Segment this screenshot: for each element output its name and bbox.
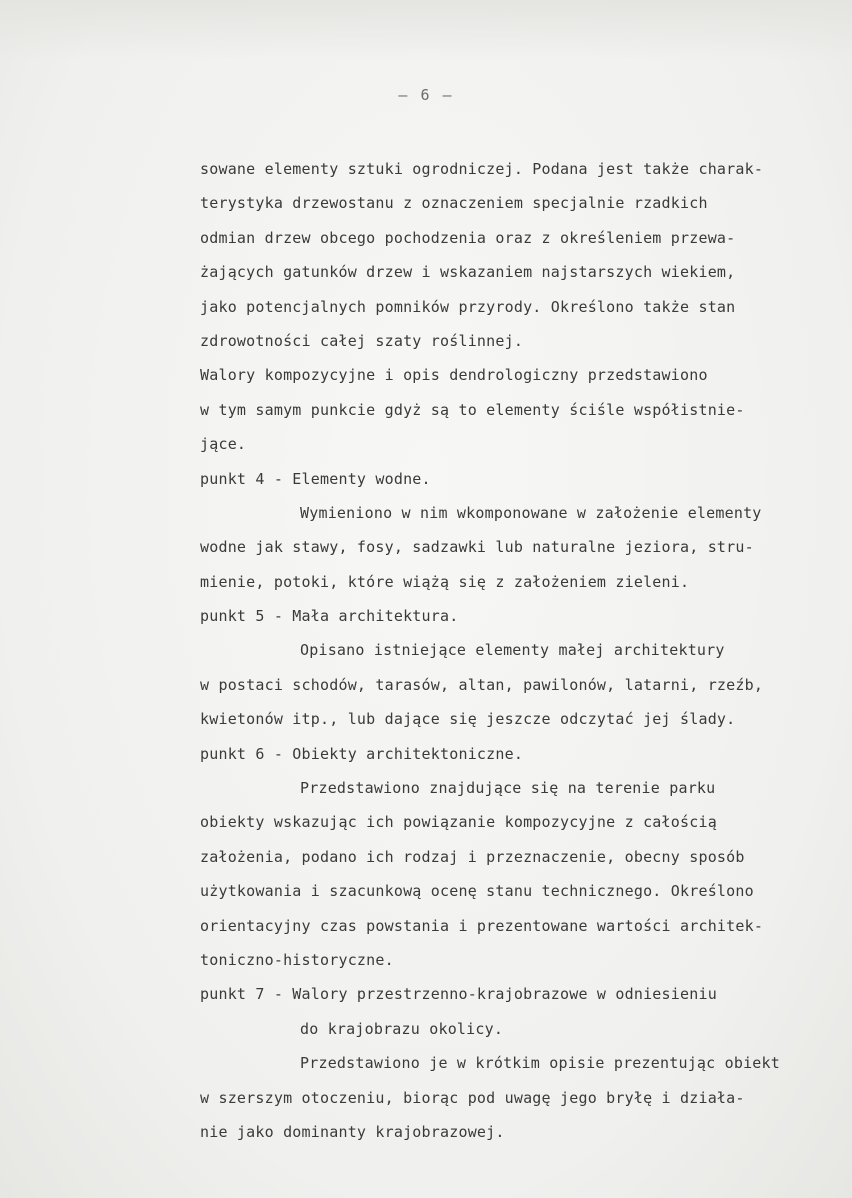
text-line: punkt 5 - Mała architektura. [200, 607, 459, 626]
text-line: użytkowania i szacunkową ocenę stanu technicznego. Określono [200, 882, 754, 901]
text-line: założenia, podano ich rodzaj i przeznaczenie, obecny sposób [200, 847, 745, 866]
text-line: jako potencjalnych pomników przyrody. Określono także stan [200, 297, 736, 316]
text-line: mienie, potoki, które wiążą się z założeniem zieleni. [200, 572, 690, 591]
text-line: terystyka drzewostanu z oznaczeniem specjalnie rzadkich [200, 194, 708, 213]
page-number: – 6 – [398, 86, 454, 104]
text-line: obiekty wskazując ich powiązanie kompozycyjne z całością [200, 813, 717, 832]
text-line: w szerszym otoczeniu, biorąc pod uwagę jego bryłę i działa- [200, 1088, 745, 1107]
text-line: orientacyjny czas powstania i prezentowane wartości architek- [200, 916, 764, 935]
text-line: nie jako dominanty krajobrazowej. [200, 1122, 505, 1141]
text-line: odmian drzew obcego pochodzenia oraz z określeniem przewa- [200, 228, 736, 247]
text-line: żających gatunków drzew i wskazaniem najstarszych wiekiem, [200, 263, 736, 282]
text-line: wodne jak stawy, fosy, sadzawki lub naturalne jeziora, stru- [200, 538, 754, 557]
text-line: zdrowotności całej szaty roślinnej. [200, 331, 524, 350]
text-line: punkt 7 - Walory przestrzenno-krajobrazowe w odniesieniu [200, 985, 717, 1004]
text-line: toniczno-historyczne. [200, 950, 394, 969]
text-line: punkt 6 - Obiekty architektoniczne. [200, 744, 524, 763]
text-line: sowane elementy sztuki ogrodniczej. Podana jest także charak- [200, 160, 764, 178]
text-line: w postaci schodów, tarasów, altan, pawilonów, latarni, rzeźb, [200, 675, 764, 694]
text-line: do krajobrazu okolicy. [300, 1019, 504, 1038]
text-line: w tym samym punkcie gdyż są to elementy ściśle współistnie- [200, 400, 745, 419]
text-line: Walory kompozycyjne i opis dendrologiczny przedstawiono [200, 366, 708, 385]
text-line: punkt 4 - Elementy wodne. [200, 469, 431, 488]
text-line: kwietonów itp., lub dające się jeszcze odczytać jej ślady. [200, 710, 736, 729]
text-line: Przedstawiono znajdujące się na terenie parku [300, 779, 716, 798]
scan-edge-shadow [0, 0, 852, 60]
text-line: Opisano istniejące elementy małej architektury [300, 641, 725, 660]
text-line: Przedstawiono je w krótkim opisie prezentując obiekt [300, 1054, 780, 1073]
text-line: jące. [200, 435, 247, 454]
text-line: Wymieniono w nim wkomponowane w założenie elementy [300, 503, 762, 522]
body-text [200, 152, 840, 1149]
